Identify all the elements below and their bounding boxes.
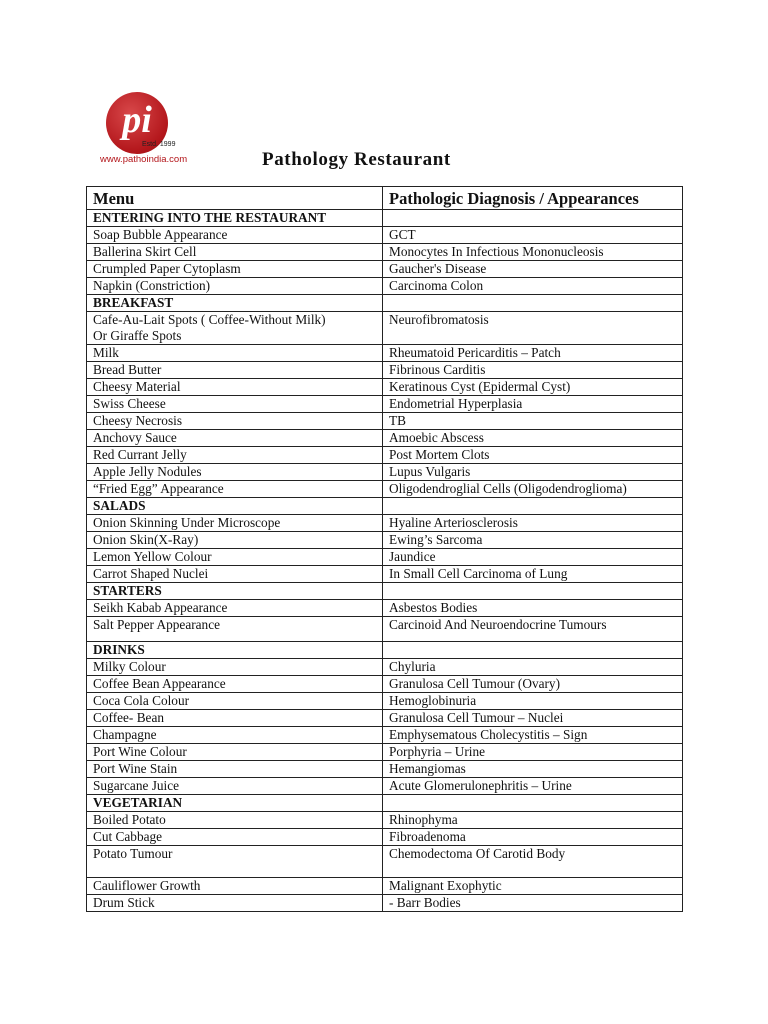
page-title: Pathology Restaurant: [262, 149, 451, 170]
table-row: [87, 693, 683, 710]
table-row: [87, 744, 683, 761]
menu-item-text: Coffee Bean Appearance: [93, 676, 226, 691]
section-row: [87, 583, 683, 600]
menu-item-text: Anchovy Sauce: [93, 430, 177, 445]
table-row: [87, 345, 683, 362]
diagnosis-cell: Granulosa Cell Tumour – Nuclei: [383, 710, 683, 727]
menu-item-text: Carrot Shaped Nuclei: [93, 566, 209, 581]
diagnosis-cell: Fibroadenoma: [383, 829, 683, 846]
table-row: [87, 829, 683, 846]
section-heading: [87, 210, 383, 227]
menu-item-text: Drum Stick: [93, 895, 155, 910]
menu-item-text: Apple Jelly Nodules: [93, 464, 202, 479]
section-heading: [87, 498, 383, 515]
diagnosis-cell: Hyaline Arteriosclerosis: [383, 515, 683, 532]
diagnosis-cell: In Small Cell Carcinoma of Lung: [383, 566, 683, 583]
menu-item-text: Coffee- Bean: [93, 710, 165, 725]
diagnosis-cell: [383, 498, 683, 515]
menu-item-text: Onion Skin(X-Ray): [93, 532, 199, 547]
diagnosis-cell: GCT: [383, 227, 683, 244]
table-row: [87, 812, 683, 829]
table-row: [87, 532, 683, 549]
menu-item-text: Onion Skinning Under Microscope: [93, 515, 281, 530]
table-row: [87, 362, 683, 379]
table-row: [87, 676, 683, 693]
section-row: [87, 498, 683, 515]
diagnosis-column-header: Pathologic Diagnosis / Appearances: [383, 187, 683, 210]
table-row: [87, 413, 683, 430]
menu-item-text: Cut Cabbage: [93, 829, 163, 844]
diagnosis-cell: [383, 210, 683, 227]
diagnosis-cell: Keratinous Cyst (Epidermal Cyst): [383, 379, 683, 396]
menu-item-cell: [87, 278, 383, 295]
table-row: [87, 617, 683, 642]
diagnosis-cell: Chemodectoma Of Carotid Body: [383, 846, 683, 878]
menu-item-text: Champagne: [93, 727, 157, 742]
diagnosis-cell: TB: [383, 413, 683, 430]
diagnosis-cell: Neurofibromatosis: [383, 312, 683, 345]
menu-item-cell: [87, 812, 383, 829]
menu-item-cell: [87, 895, 383, 912]
menu-item-cell: [87, 312, 383, 345]
pathology-menu-table: [86, 186, 683, 912]
diagnosis-cell: Malignant Exophytic: [383, 878, 683, 895]
table-row: [87, 566, 683, 583]
diagnosis-cell: Carcinoid And Neuroendocrine Tumours: [383, 617, 683, 642]
menu-item-cell: [87, 261, 383, 278]
section-row: [87, 295, 683, 312]
table-row: [87, 464, 683, 481]
menu-item-text: “Fried Egg” Appearance: [93, 481, 224, 496]
menu-item-text: BREAKFAST: [93, 295, 174, 310]
menu-item-cell: [87, 532, 383, 549]
diagnosis-cell: Acute Glomerulonephritis – Urine: [383, 778, 683, 795]
logo-mark-text: pi: [122, 99, 152, 141]
diagnosis-cell: Granulosa Cell Tumour (Ovary): [383, 676, 683, 693]
menu-item-cell: [87, 481, 383, 498]
table-row: [87, 895, 683, 912]
diagnosis-cell: Chyluria: [383, 659, 683, 676]
table-row: [87, 379, 683, 396]
table-row: [87, 549, 683, 566]
menu-item-cell: [87, 829, 383, 846]
menu-item-cell: [87, 878, 383, 895]
menu-item-cell: [87, 345, 383, 362]
diagnosis-cell: Hemangiomas: [383, 761, 683, 778]
table-row: [87, 278, 683, 295]
pathoindia-logo: [96, 92, 216, 172]
section-row: [87, 210, 683, 227]
menu-item-text: STARTERS: [93, 583, 162, 598]
menu-item-cell: [87, 549, 383, 566]
menu-item-cell: [87, 846, 383, 878]
diagnosis-cell: - Barr Bodies: [383, 895, 683, 912]
menu-item-text: Ballerina Skirt Cell: [93, 244, 197, 259]
table-row: [87, 396, 683, 413]
diagnosis-cell: Rhinophyma: [383, 812, 683, 829]
menu-item-cell: [87, 464, 383, 481]
menu-item-cell: [87, 744, 383, 761]
menu-item-text: Crumpled Paper Cytoplasm: [93, 261, 241, 276]
menu-item-text: Cheesy Material: [93, 379, 181, 394]
menu-item-cell: [87, 761, 383, 778]
section-heading: [87, 295, 383, 312]
table-row: [87, 244, 683, 261]
diagnosis-cell: Monocytes In Infectious Mononucleosis: [383, 244, 683, 261]
logo-url: www.pathoindia.com: [100, 154, 188, 165]
table-body: [87, 210, 683, 912]
menu-item-text: Seikh Kabab Appearance: [93, 600, 228, 615]
table-row: [87, 710, 683, 727]
menu-item-cell: [87, 710, 383, 727]
section-heading: [87, 642, 383, 659]
menu-item-text: Soap Bubble Appearance: [93, 227, 228, 242]
menu-item-cell: [87, 430, 383, 447]
table-row: [87, 727, 683, 744]
menu-item-text: Potato Tumour: [93, 846, 173, 861]
table-row: [87, 447, 683, 464]
menu-item-text: ENTERING INTO THE RESTAURANT: [93, 210, 327, 225]
menu-item-text: Milk: [93, 345, 119, 360]
menu-item-cell: [87, 447, 383, 464]
menu-item-cell: [87, 727, 383, 744]
menu-item-cell: [87, 617, 383, 642]
diagnosis-cell: Emphysematous Cholecystitis – Sign: [383, 727, 683, 744]
diagnosis-cell: Ewing’s Sarcoma: [383, 532, 683, 549]
menu-item-cell: [87, 515, 383, 532]
diagnosis-cell: Lupus Vulgaris: [383, 464, 683, 481]
diagnosis-cell: Oligodendroglial Cells (Oligodendroglioma): [383, 481, 683, 498]
section-row: [87, 795, 683, 812]
menu-item-cell: [87, 379, 383, 396]
menu-item-cell: [87, 566, 383, 583]
menu-item-text: Lemon Yellow Colour: [93, 549, 212, 564]
menu-item-cell: [87, 244, 383, 261]
table-row: [87, 600, 683, 617]
table-row: [87, 846, 683, 878]
diagnosis-cell: Endometrial Hyperplasia: [383, 396, 683, 413]
table-row: [87, 659, 683, 676]
diagnosis-cell: Jaundice: [383, 549, 683, 566]
menu-item-text: Port Wine Stain: [93, 761, 178, 776]
table-row: [87, 761, 683, 778]
table-header-row: [87, 187, 683, 210]
menu-item-cell: [87, 693, 383, 710]
menu-item-text: Boiled Potato: [93, 812, 166, 827]
menu-item-text: DRINKS: [93, 642, 145, 657]
menu-item-cell: [87, 227, 383, 244]
table-row: [87, 312, 683, 345]
diagnosis-cell: Gaucher's Disease: [383, 261, 683, 278]
table-row: [87, 878, 683, 895]
menu-item-cell: [87, 778, 383, 795]
diagnosis-cell: Carcinoma Colon: [383, 278, 683, 295]
diagnosis-cell: [383, 642, 683, 659]
menu-item-text: Cauliflower Growth: [93, 878, 201, 893]
menu-item-cell: [87, 659, 383, 676]
menu-item-cell: [87, 600, 383, 617]
menu-item-text: Sugarcane Juice: [93, 778, 180, 793]
table-row: [87, 778, 683, 795]
diagnosis-cell: [383, 795, 683, 812]
table-row: [87, 430, 683, 447]
menu-item-text: Cafe-Au-Lait Spots ( Coffee-Without Milk): [93, 312, 326, 327]
section-row: [87, 642, 683, 659]
table-row: [87, 481, 683, 498]
diagnosis-cell: Hemoglobinuria: [383, 693, 683, 710]
section-heading: [87, 795, 383, 812]
menu-item-text: Milky Colour: [93, 659, 166, 674]
menu-column-header: Menu: [87, 187, 383, 210]
diagnosis-cell: Rheumatoid Pericarditis – Patch: [383, 345, 683, 362]
menu-item-text: Swiss Cheese: [93, 396, 166, 411]
diagnosis-cell: [383, 583, 683, 600]
logo-established: Estd. 1999: [142, 141, 176, 148]
diagnosis-cell: Asbestos Bodies: [383, 600, 683, 617]
section-heading: [87, 583, 383, 600]
diagnosis-cell: Amoebic Abscess: [383, 430, 683, 447]
menu-item-text: Bread Butter: [93, 362, 162, 377]
table-row: [87, 227, 683, 244]
menu-item-text: SALADS: [93, 498, 146, 513]
diagnosis-cell: Porphyria – Urine: [383, 744, 683, 761]
menu-item-text: Napkin (Constriction): [93, 278, 211, 293]
menu-item-text: VEGETARIAN: [93, 795, 183, 810]
diagnosis-cell: Fibrinous Carditis: [383, 362, 683, 379]
diagnosis-cell: [383, 295, 683, 312]
diagnosis-cell: Post Mortem Clots: [383, 447, 683, 464]
table-row: [87, 261, 683, 278]
menu-item-text: Cheesy Necrosis: [93, 413, 182, 428]
menu-item-text: Port Wine Colour: [93, 744, 187, 759]
menu-item-cell: [87, 676, 383, 693]
menu-item-cell: [87, 413, 383, 430]
menu-item-text: Red Currant Jelly: [93, 447, 187, 462]
menu-item-cell: [87, 362, 383, 379]
menu-item-text: Coca Cola Colour: [93, 693, 190, 708]
menu-item-cell: [87, 396, 383, 413]
table-row: [87, 515, 683, 532]
menu-item-text-line2: Or Giraffe Spots: [93, 328, 182, 343]
menu-item-text: Salt Pepper Appearance: [93, 617, 221, 632]
